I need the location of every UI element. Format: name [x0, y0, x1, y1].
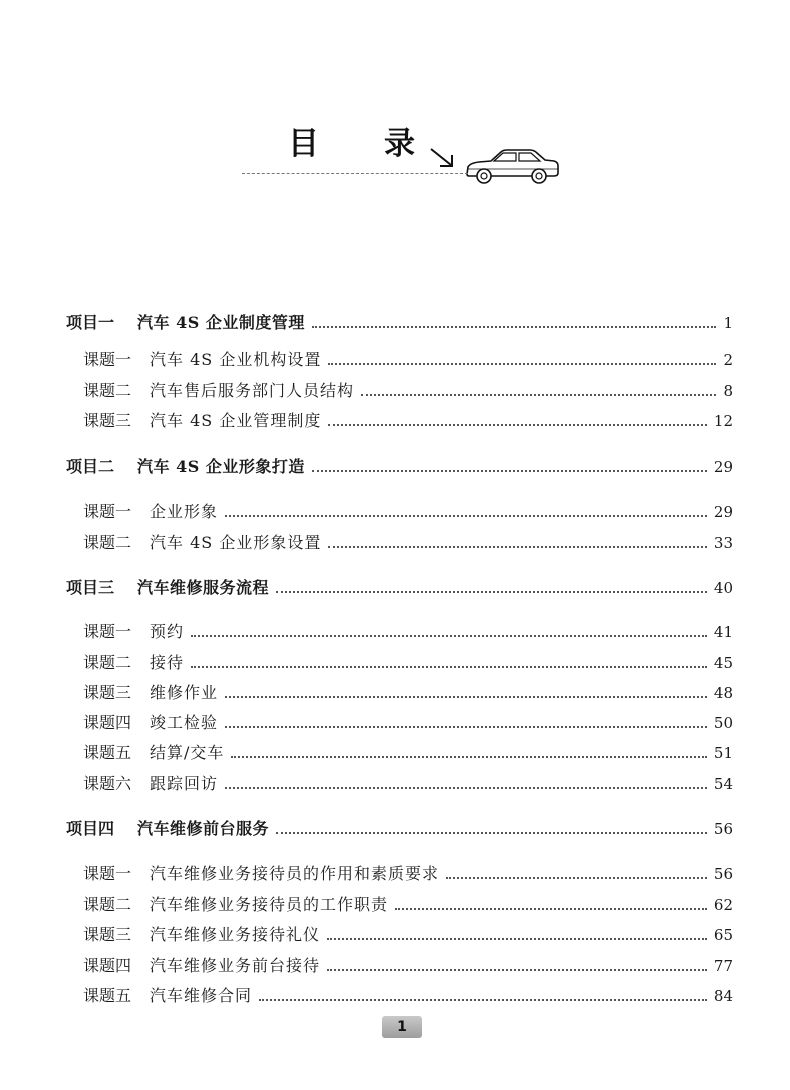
toc-item[interactable]: [83, 532, 733, 554]
toc-section-3[interactable]: [66, 577, 733, 599]
page-number: 77: [713, 957, 733, 975]
page-number: 84: [713, 987, 733, 1005]
dot-leader: [225, 726, 707, 728]
toc-item[interactable]: [83, 682, 733, 704]
page-number: 56: [713, 820, 733, 838]
page-number: 50: [713, 714, 733, 732]
dot-leader: [328, 546, 707, 548]
page-number: 29: [713, 458, 733, 476]
dot-leader: [395, 908, 707, 910]
toc-item[interactable]: [83, 410, 733, 432]
toc-item[interactable]: [83, 712, 733, 734]
dot-leader: [231, 756, 707, 758]
dot-leader: [328, 424, 707, 426]
item-title: 汽车维修业务接待员的作用和素质要求: [150, 864, 440, 883]
section-title: 汽车 4S 企业制度管理: [137, 313, 305, 332]
page-number: 56: [713, 865, 733, 883]
item-label: 课题二: [83, 653, 132, 672]
item-label: 课题一: [83, 864, 132, 883]
toc-item[interactable]: [83, 773, 733, 795]
dot-leader: [191, 666, 707, 668]
toc-item[interactable]: [83, 380, 733, 402]
footer-page-number: 1: [382, 1016, 422, 1038]
dot-leader: [446, 877, 707, 879]
dot-leader: [191, 635, 707, 637]
item-title: 跟踪回访: [150, 774, 219, 793]
dot-leader: [361, 394, 716, 396]
car-icon: [464, 146, 560, 186]
dot-leader: [312, 470, 707, 472]
item-title: 汽车 4S 企业机构设置: [150, 350, 322, 369]
item-title: 汽车 4S 企业形象设置: [150, 533, 322, 552]
item-label: 课题四: [83, 713, 132, 732]
toc-item[interactable]: [83, 349, 733, 371]
page-number: 45: [713, 654, 733, 672]
toc-item[interactable]: [83, 742, 733, 764]
dot-leader: [259, 999, 707, 1001]
section-label: 项目三: [66, 578, 115, 597]
dot-leader: [327, 938, 707, 940]
arrow-down-right-icon: [428, 146, 456, 170]
dot-leader: [312, 326, 717, 328]
toc-item[interactable]: [83, 621, 733, 643]
item-label: 课题二: [83, 895, 132, 914]
item-label: 课题一: [83, 622, 132, 641]
item-title: 汽车维修业务接待员的工作职责: [150, 895, 389, 914]
page-number: 62: [713, 896, 733, 914]
item-label: 课题六: [83, 774, 132, 793]
item-label: 课题一: [83, 350, 132, 369]
page-number: 2: [723, 351, 733, 369]
section-title: 汽车维修前台服务: [137, 819, 270, 838]
page-number: 48: [713, 684, 733, 702]
item-title: 汽车售后服务部门人员结构: [150, 381, 355, 400]
dot-leader: [225, 515, 707, 517]
item-label: 课题二: [83, 381, 132, 400]
section-title: 汽车维修服务流程: [137, 578, 270, 597]
toc-item[interactable]: [83, 863, 733, 885]
item-label: 课题三: [83, 683, 132, 702]
item-title: 结算/交车: [150, 743, 225, 762]
item-title: 汽车 4S 企业管理制度: [150, 411, 322, 430]
item-title: 企业形象: [150, 502, 219, 521]
toc-item[interactable]: [83, 955, 733, 977]
page-number: 65: [713, 926, 733, 944]
toc-section-2[interactable]: [66, 456, 733, 478]
toc-item[interactable]: [83, 985, 733, 1007]
item-title: 预约: [150, 622, 185, 641]
item-label: 课题二: [83, 533, 132, 552]
section-label: 项目二: [66, 457, 115, 476]
toc-title-char-2: 录: [384, 126, 415, 162]
title-divider: [242, 173, 468, 174]
toc-section-4[interactable]: [66, 818, 733, 840]
dot-leader: [328, 363, 716, 365]
page-number: 41: [713, 623, 733, 641]
item-title: 汽车维修业务接待礼仪: [150, 925, 321, 944]
item-title: 接待: [150, 653, 185, 672]
dot-leader: [327, 969, 707, 971]
item-label: 课题四: [83, 956, 132, 975]
dot-leader: [225, 787, 707, 789]
toc-item[interactable]: [83, 501, 733, 523]
toc-item[interactable]: [83, 652, 733, 674]
dot-leader: [276, 591, 707, 593]
dot-leader: [225, 696, 707, 698]
page-number: 51: [713, 744, 733, 762]
page-number: 8: [723, 382, 733, 400]
page-number: 12: [713, 412, 733, 430]
page-number: 40: [713, 579, 733, 597]
toc-title-char-1: 目: [288, 126, 319, 162]
item-label: 课题五: [83, 986, 132, 1005]
page-number: 1: [723, 314, 733, 332]
item-title: 汽车维修合同: [150, 986, 253, 1005]
item-title: 竣工检验: [150, 713, 219, 732]
item-title: 汽车维修业务前台接待: [150, 956, 321, 975]
page-number: 29: [713, 503, 733, 521]
item-label: 课题一: [83, 502, 132, 521]
toc-section-1[interactable]: [66, 312, 733, 334]
toc-item[interactable]: [83, 924, 733, 946]
item-label: 课题三: [83, 411, 132, 430]
item-title: 维修作业: [150, 683, 219, 702]
dot-leader: [276, 832, 707, 834]
section-label: 项目一: [66, 313, 115, 332]
item-label: 课题三: [83, 925, 132, 944]
page-number: 54: [713, 775, 733, 793]
section-label: 项目四: [66, 819, 115, 838]
section-title: 汽车 4S 企业形象打造: [137, 457, 305, 476]
toc-item[interactable]: [83, 894, 733, 916]
item-label: 课题五: [83, 743, 132, 762]
page-number: 33: [713, 534, 733, 552]
